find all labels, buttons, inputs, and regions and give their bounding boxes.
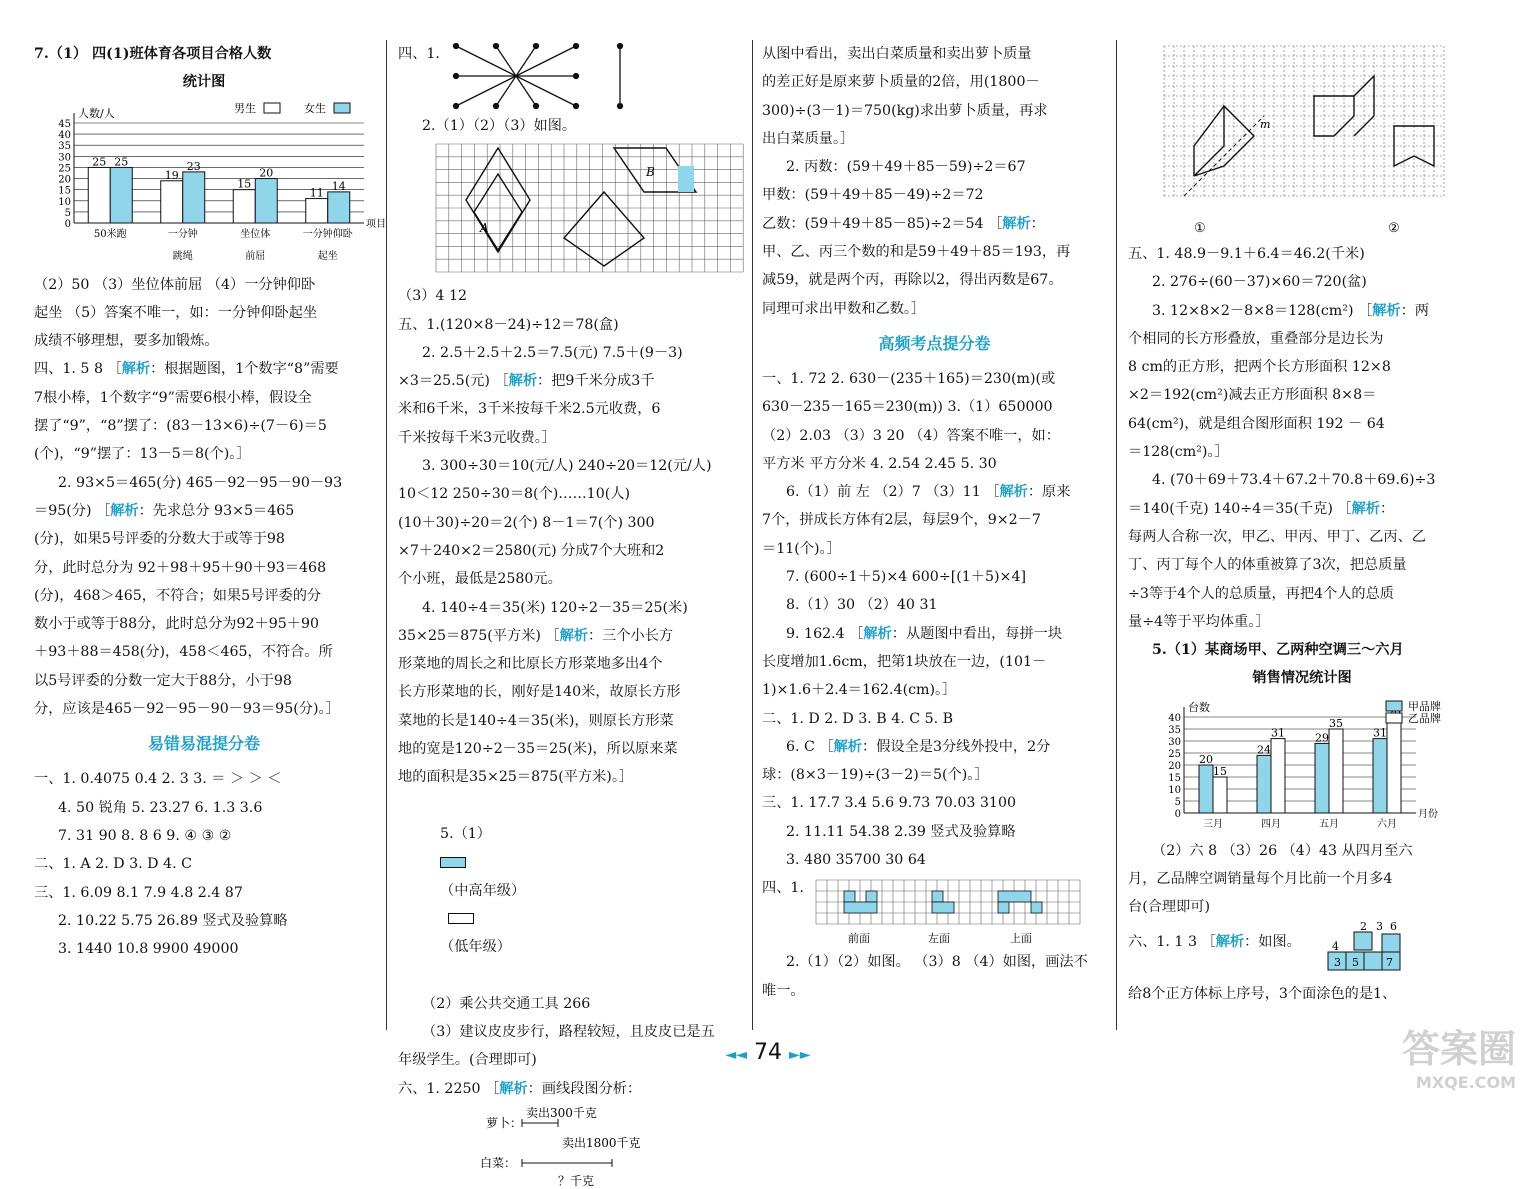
cube-figure: [1324, 919, 1410, 978]
svg-text:？千克: ？千克: [558, 1173, 595, 1188]
c3lines-line: 从图中看出，卖出白菜质量和卖出萝卜质量: [762, 46, 1032, 62]
svg-text:上面: 上面: [1010, 932, 1032, 946]
c2lines-line: 地的面积是35×25＝875(平方米)。］: [398, 769, 634, 786]
legend-swatch-senior: [440, 857, 466, 868]
bar-value-label: 15: [1213, 764, 1227, 778]
bar: [1213, 777, 1227, 813]
category-label-2: 跳绳: [172, 250, 193, 262]
q7-title: 7.（1） 四(1)班体育各项目合格人数: [34, 46, 272, 62]
views-figure: 四、1. 前面 左面 上面: [762, 874, 1107, 948]
y-axis-label: 人数/人: [78, 106, 115, 120]
bar-value-label: 29: [1315, 731, 1329, 745]
svg-text:2: 2: [1360, 919, 1367, 933]
svg-text:萝卜：: 萝卜：: [486, 1115, 523, 1130]
category-label-2: 起坐: [317, 250, 338, 262]
category-label: 三月: [1203, 818, 1223, 830]
c2lines-line: ×7＋240×2＝2580(元) 分成7个大班和2: [398, 542, 665, 559]
legend-label: 乙品牌: [1408, 711, 1441, 725]
c3lines2-line: 平方米 平方分米 4. 2.54 2.45 5. 30: [762, 455, 997, 472]
svg-text:前面: 前面: [848, 932, 870, 946]
bar: [1329, 729, 1343, 813]
category-label: 坐位体: [240, 228, 271, 240]
c3lines-line: 甲数：(59＋49＋85－49)÷2＝72: [762, 187, 984, 204]
tick-label: 0: [1174, 808, 1181, 820]
c3lines2-line: 3. 480 35700 30 64: [786, 852, 926, 869]
tick-label: 35: [1168, 724, 1181, 736]
bar-value-label: 31: [1271, 726, 1285, 740]
q5-title: 5.（1）某商场甲、乙两种空调三～六月: [1152, 642, 1404, 659]
c3lines-line: 甲、乙、丙三个数的和是59＋49＋85＝193，再: [762, 244, 1071, 261]
tick-label: 25: [1168, 748, 1181, 760]
bar: [161, 180, 183, 222]
c4lines-line: 8 cm的正方形，把两个长方形面积 12×8: [1128, 359, 1391, 376]
fig-label-2: ②: [1388, 221, 1400, 236]
c3lines2-line: 2. 11.11 54.38 2.39 竖式及验算略: [786, 823, 1016, 840]
c1after-line: （2）50 （3）坐位体前屈 （4）一分钟仰卧: [34, 276, 316, 293]
q6-1: 六、1. 1 3 ［解析：如图。 2 3 6 4 3 5 7: [1128, 922, 1476, 980]
fig-label-1: ①: [1194, 221, 1206, 236]
c3lines2-line: 7个，拼成长方体有2层，每层9个，9×2－7: [762, 512, 1041, 529]
c2lines-line: 地的宽是120÷2－35＝25(米)，所以原来菜: [398, 741, 678, 758]
c1tail-line: 2. 10.22 5.75 26.89 竖式及验算略: [58, 912, 288, 929]
c1p4-line: 2. 93×5＝465(分) 465－92－95－90－93: [58, 474, 343, 491]
c3lines2-line: ＝11(个)。］: [762, 540, 841, 557]
page-number: ◄◄ 74 ►►: [725, 1040, 811, 1065]
c2lines-line: 形菜地的周长之和比原长方形菜地多出4个: [398, 656, 663, 673]
category-label: 一分钟: [167, 228, 198, 240]
bar-value-label: 15: [237, 177, 252, 191]
bar-value-label: 19: [164, 168, 179, 182]
svg-text:7: 7: [1386, 955, 1393, 969]
c2lines-line: (10＋30)÷20＝2(个) 8－1＝7(个) 300: [398, 514, 655, 531]
c2lines-line: ×3＝25.5(元) ［解析：把9千米分成3千: [398, 373, 655, 390]
c2lines-line: 千米按每千米3元收费。］: [398, 429, 556, 446]
c1p4-line: 摆了“9”，“8”摆了：(83－13×6)÷(7－6)＝5: [34, 418, 327, 435]
tick-label: 25: [58, 163, 71, 175]
q5-3-cont: 年级学生。(合理即可): [398, 1052, 537, 1069]
svg-text:5: 5: [1352, 955, 1359, 969]
legend-label: 女生: [304, 101, 326, 115]
category-label: 五月: [1319, 818, 1339, 830]
segment-diagram: [398, 1105, 738, 1189]
bar: [1387, 719, 1401, 813]
svg-text:3: 3: [1334, 955, 1341, 969]
c4lines-line: ＝140(千克) 140÷4＝35(千克) ［解析：: [1128, 500, 1395, 517]
c1p4-line: ＝95(分) ［解析：先求总分 93×5＝465: [34, 502, 295, 519]
c4lines-line: 个相同的长方形叠放，重叠部分是边长为: [1128, 330, 1384, 347]
chart-ac-sales: [1128, 695, 1468, 835]
column-4: [1128, 40, 1476, 1040]
c4lines-line: ×2＝192(cm²)减去正方形面积 8×8＝: [1128, 387, 1377, 404]
category-label: 50米跑: [93, 228, 127, 240]
c3lines-line: 乙数：(59＋49＋85－85)÷2＝54 ［解析：: [762, 215, 1045, 232]
q5-legend: 5.（1） （中高年级） （低年级）: [440, 825, 526, 956]
svg-text:m: m: [1260, 118, 1271, 131]
svg-text:白菜：: 白菜：: [480, 1155, 517, 1170]
c4lines-line: 每两人合称一次，甲乙、甲丙、甲丁、乙丙、乙: [1128, 528, 1426, 545]
q5-2-answer: （2）六 8 （3）26 （4）43 从四月至六: [1152, 842, 1413, 859]
label-b: B: [646, 165, 655, 180]
q5-2: （2）乘公共交通工具 266: [422, 995, 591, 1012]
c3lines2-line: 8.（1）30 （2）40 31: [786, 597, 938, 614]
category-label-2: 前屈: [245, 250, 266, 262]
tick-label: 30: [1168, 736, 1181, 748]
tick-label: 20: [1168, 760, 1181, 772]
bar-value-label: 24: [1257, 743, 1271, 757]
tick-label: 0: [64, 218, 71, 230]
c1p4-line: 数小于或等于88分，此时总分为92＋95＋90: [34, 616, 320, 633]
c3lines-line: 的差正好是原来萝卜质量的2倍，用(1800－: [762, 74, 1040, 91]
chart-sports: [34, 99, 386, 269]
c1tail-line: 3. 1440 10.8 9900 49000: [58, 941, 239, 958]
c2lines-line: 2. 2.5＋2.5＋2.5＝7.5(元) 7.5＋(9－3): [422, 344, 683, 361]
c1p4-line: (个)，“9”摆了：13－5＝8(个)。］: [34, 446, 251, 463]
c4lines-line: 2. 276÷(60－37)×60＝720(盆): [1152, 274, 1367, 291]
svg-text:卖出1800千克: 卖出1800千克: [562, 1135, 641, 1150]
c1after-line: 起坐 （5）答案不唯一，如：一分钟仰卧起坐: [34, 304, 318, 321]
c1p4-line: 四、1. 5 8 ［解析：根据题图，1个数字“8”需要: [34, 361, 339, 378]
q6-1: 六、1. 2250 ［解析：画线段图分析：: [398, 1080, 642, 1097]
bar: [1199, 765, 1213, 813]
c2lines-line: 个小班，最低是2580元。: [398, 571, 562, 588]
c2lines-line: 3. 300÷30＝10(元/人) 240÷20＝12(元/人): [422, 458, 712, 475]
tick-label: 15: [58, 185, 71, 197]
tick-label: 10: [1168, 784, 1181, 796]
watermark: 答案圈 MXQE.COM: [1401, 1027, 1516, 1092]
c2lines-line: 菜地的长是140÷4＝35(米)，则原长方形菜: [398, 712, 674, 729]
bar: [1271, 738, 1285, 812]
bar: [1315, 743, 1329, 813]
section-title-errors: 易错易混提分卷: [147, 734, 260, 754]
column-3: [762, 40, 1107, 1040]
c4lines-line: ÷3等于4个人的总质量，再把4个人的总质: [1128, 585, 1394, 602]
legend-swatch: [1386, 713, 1402, 723]
category-label: 四月: [1261, 818, 1281, 830]
c2lines-line: 4. 140÷4＝35(米) 120÷2－35＝25(米): [422, 599, 688, 616]
c3lines-line: 300)÷(3－1)＝750(kg)求出萝卜质量，再求: [762, 102, 1048, 119]
c1tail-line: 二、1. A 2. D 3. D 4. C: [34, 856, 192, 873]
legend-swatch-junior: [448, 913, 474, 924]
bar-value-label: 25: [92, 155, 107, 169]
bar-value-label: 31: [1373, 726, 1387, 740]
c3lines2-line: 6. C ［解析：假设全是3分线外投中，2分: [786, 738, 1051, 755]
bar: [1373, 738, 1387, 812]
symmetry-grid: [1128, 42, 1476, 238]
bar-value-label: 35: [1329, 716, 1343, 730]
c1p4-line: 以5号评委的分数一定大于88分，小于98: [34, 672, 292, 689]
c3lines2-line: 1)×1.6＋2.4＝162.4(cm)。］: [762, 682, 957, 699]
c2lines-line: 长方形菜地的长，刚好是140米，故原长方形: [398, 684, 681, 701]
c3lines2-line: 一、1. 72 2. 630－(235＋165)＝230(m)(或: [762, 370, 1056, 387]
c2lines-line: 35×25＝875(平方米) ［解析：三个小长方: [398, 627, 674, 644]
bar: [1257, 755, 1271, 813]
legend-label: 男生: [234, 101, 256, 115]
column-2: [398, 40, 742, 1188]
c3lines2-line: 6.（1）前 左 （2）7 （3）11 ［解析：原来: [786, 484, 1071, 501]
q4-1-label: 四、1.: [398, 46, 440, 62]
c3lines-line: 同理可求出甲数和乙数。］: [762, 300, 926, 317]
c4lines-line: 量÷4等于平均体重。］: [1128, 613, 1270, 630]
c4lines-line: 五、1. 48.9－9.1＋6.4＝46.2(千米): [1128, 246, 1365, 262]
bar: [110, 167, 132, 223]
section-title-frequent: 高频考点提分卷: [878, 333, 991, 353]
bar-value-label: 11: [309, 186, 324, 200]
c3lines2-line: 7. (600÷1＋5)×4 600÷[(1＋5)×4]: [786, 569, 1027, 586]
legend-swatch: [1386, 701, 1402, 711]
legend-swatch: [334, 103, 350, 113]
x-axis-label: 项目: [366, 218, 386, 230]
c3lines2-line: （2）2.03 （3）3 20 （4）答案不唯一，如：: [762, 427, 1060, 444]
c4lines-line: 64(cm²)，就是组合图形面积 192 － 64: [1128, 415, 1385, 432]
q5-cont: 月，乙品牌空调销量每个月比前一个月多4: [1128, 871, 1393, 888]
tick-label: 15: [1168, 772, 1181, 784]
tick-label: 30: [58, 151, 71, 163]
bar: [183, 171, 205, 222]
y-axis-label: 台数: [1188, 700, 1210, 714]
q4-2: 2.（1）（2）（3）如图。: [422, 118, 577, 134]
c3lines2-line: 长度增加1.6cm，把第1块放在一边，(101－: [762, 653, 1047, 670]
bar: [233, 189, 255, 222]
bar: [306, 198, 328, 222]
svg-text:卖出300千克: 卖出300千克: [526, 1105, 597, 1120]
category-label: 六月: [1377, 818, 1397, 830]
c2lines-line: 10＜12 250÷30＝8(个)……10(人): [398, 486, 630, 503]
q6-cont: 给8个正方体标上序号，3个面涂色的是1、: [1128, 985, 1397, 1002]
bar-value-label: 20: [1199, 752, 1213, 766]
svg-text:3: 3: [1376, 919, 1383, 933]
c1after-line: 成绩不够理想，要多加锻炼。: [34, 333, 219, 350]
q7-subtitle: 统计图: [182, 74, 226, 91]
legend-label: 甲品牌: [1408, 699, 1441, 713]
grid-figure: [434, 142, 774, 274]
c3lines2-line: 630－235－165＝230(m)) 3.（1）650000: [762, 399, 1053, 416]
legend-swatch: [264, 103, 280, 113]
c1p4-line: (分)，468＞465，不符合；如果5号评委的分: [34, 587, 322, 604]
c2lines-line: 米和6千米，3千米按每千米2.5元收费，6: [398, 401, 661, 418]
c3lines2-line: 球：(8×3－19)÷(3－2)＝5(个)。］: [762, 767, 989, 784]
c1tail-line: 三、1. 6.09 8.1 7.9 4.8 2.4 87: [34, 884, 243, 901]
c3lines-line: 2. 丙数：(59＋49＋85－59)÷2＝67: [786, 159, 1026, 176]
c1p4-line: 分，应该是465－92－95－90－93＝95(分)。］: [34, 701, 340, 718]
tick-label: 40: [58, 129, 71, 141]
c3lines2-line: 9. 162.4 ［解析：从题图中看出，每拼一块: [786, 625, 1063, 642]
c1p4-line: (分)，如果5号评委的分数大于或等于98: [34, 531, 285, 548]
bar: [328, 191, 350, 222]
q5-3: （3）建议皮皮步行，路程较短，且皮皮已是五: [422, 1024, 715, 1041]
q4-2-answer: 2.（1）（2）如图。 （3）8 （4）如图，画法不: [786, 954, 1088, 971]
c1p4-line: ＋93＋88＝458(分)，458＜465，不符合。所: [34, 644, 333, 661]
tick-label: 40: [1168, 712, 1181, 724]
tick-label: 5: [1174, 796, 1181, 808]
tick-label: 35: [58, 140, 71, 152]
c4lines-line: 4. (70＋69＋73.4＋67.2＋70.8＋69.6)÷3: [1152, 472, 1436, 489]
bar: [88, 167, 110, 223]
c3lines-line: 出白菜质量。］: [762, 130, 855, 147]
column-1: [34, 40, 386, 1040]
label-a: A: [480, 221, 489, 236]
c4lines-line: 丁、丙丁每个人的体重被算了3次，把总质量: [1128, 557, 1407, 574]
category-label: 一分钟仰卧: [302, 228, 353, 240]
c1p4-line: 分，此时总分为 92＋98＋95＋90＋93＝468: [34, 559, 327, 576]
bar-value-label: 25: [114, 155, 129, 169]
c3lines2-line: 二、1. D 2. D 3. B 4. C 5. B: [762, 710, 954, 727]
x-axis-label: 月份: [1418, 808, 1438, 820]
tick-label: 10: [58, 196, 71, 208]
q5-cont2: 台(合理即可): [1128, 899, 1211, 916]
q4-2-cont: 唯一。: [762, 982, 805, 999]
tick-label: 45: [58, 118, 71, 130]
c1tail-line: 7. 31 90 8. 8 6 9. ④ ③ ②: [58, 827, 232, 844]
c1tail-line: 4. 50 锐角 5. 23.27 6. 1.3 3.6: [58, 799, 263, 816]
c1p4-line: 7根小棒，1个数字“9”需要6根小棒，假设全: [34, 389, 312, 406]
bar-value-label: 20: [259, 166, 274, 180]
bar: [255, 178, 277, 222]
c3lines-line: 减59，就是两个丙，再除以2，得出丙数是67。: [762, 272, 1063, 289]
c2lines-line: 五、1.(120×8－24)÷12＝78(盒): [398, 316, 619, 333]
lines-figure: [448, 40, 688, 112]
c4lines-line: 3. 12×8×2－8×8＝128(cm²) ［解析：两: [1152, 302, 1429, 319]
svg-text:左面: 左面: [928, 932, 950, 946]
q5-subtitle: 销售情况统计图: [1252, 670, 1352, 687]
bar-value-label: 23: [186, 159, 201, 173]
bar-value-label: 14: [331, 179, 346, 193]
tick-label: 20: [58, 174, 71, 186]
tick-label: 5: [64, 207, 71, 219]
c4lines-line: ＝128(cm²)。］: [1128, 444, 1229, 461]
c1tail-line: 一、1. 0.4075 0.4 2. 3 3. ＝ ＞ ＞ ＜: [34, 771, 282, 788]
q4-3: （3）4 12: [398, 288, 467, 305]
svg-text:4: 4: [1332, 939, 1339, 953]
c3lines2-line: 三、1. 17.7 3.4 5.6 9.73 70.03 3100: [762, 795, 1016, 812]
svg-text:6: 6: [1390, 919, 1397, 933]
